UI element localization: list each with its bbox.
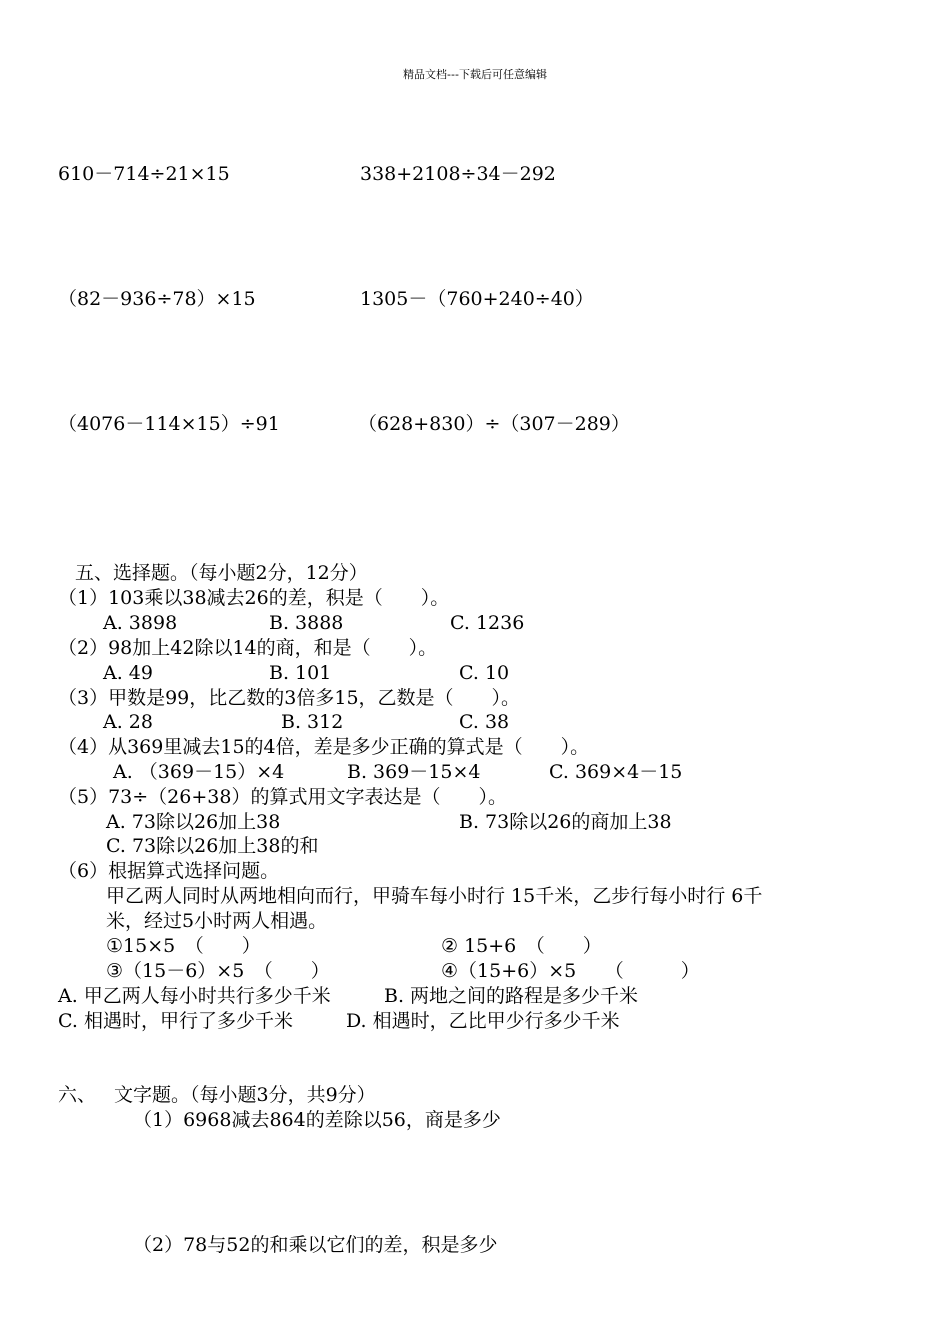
option-c: C. 10	[459, 662, 510, 684]
problem-text: 米，经过5小时两人相遇。	[106, 910, 328, 932]
calc-expression: 338+2108÷34－292	[360, 163, 556, 185]
option-a: A. （369－15）×4	[113, 761, 285, 783]
option-b: B. 312	[281, 711, 344, 733]
option-d: D. 相遇时，乙比甲少行多少千米	[346, 1010, 620, 1032]
calc-expression: （4076－114×15）÷91	[58, 413, 280, 435]
option-c: C. 相遇时，甲行了多少千米	[58, 1010, 293, 1032]
option-b: B. 73除以26的商加上38	[459, 811, 672, 833]
page-header-watermark: 精品文档---下载后可任意编辑	[403, 68, 547, 81]
question-stem: （5）73÷（26+38）的算式用文字表达是（ ）。	[58, 786, 507, 808]
option-b: B. 101	[269, 662, 332, 684]
question-stem: （4）从369里减去15的4倍，差是多少正确的算式是（ ）。	[58, 736, 590, 758]
expression-item: ④（15+6）×5 （ ）	[441, 960, 700, 982]
option-a: A. 73除以26加上38	[106, 811, 281, 833]
option-c: C. 73除以26加上38的和	[106, 835, 319, 857]
question-stem: （1）6968减去864的差除以56，商是多少	[133, 1109, 501, 1131]
problem-text: 甲乙两人同时从两地相向而行，甲骑车每小时行 15千米，乙步行每小时行 6千	[106, 885, 763, 907]
option-a: A. 甲乙两人每小时共行多少千米	[58, 985, 331, 1007]
section-number: 六、	[58, 1084, 97, 1106]
calc-expression: （628+830）÷（307－289）	[358, 413, 630, 435]
option-c: C. 369×4－15	[549, 761, 683, 783]
option-b: B. 369－15×4	[347, 761, 481, 783]
option-c: C. 1236	[450, 612, 525, 634]
calc-expression: 610－714÷21×15	[58, 163, 230, 185]
calc-expression: （82－936÷78）×15	[58, 288, 256, 310]
question-stem: （6）根据算式选择问题。	[58, 860, 280, 882]
calc-expression: 1305－（760+240÷40）	[360, 288, 594, 310]
expression-item: ①15×5 （ ）	[106, 935, 261, 957]
option-b: B. 3888	[269, 612, 344, 634]
option-a: A. 28	[103, 711, 153, 733]
option-b: B. 两地之间的路程是多少千米	[384, 985, 639, 1007]
option-c: C. 38	[459, 711, 510, 733]
question-stem: （1）103乘以38减去26的差，积是（ ）。	[58, 587, 450, 609]
section-title: 文字题。（每小题3分，共9分）	[114, 1084, 376, 1106]
expression-item: ③（15－6）×5 （ ）	[106, 960, 330, 982]
question-stem: （2）98加上42除以14的商，和是（ ）。	[58, 637, 438, 659]
option-a: A. 49	[103, 662, 153, 684]
section-title: 五、选择题。（每小题2分，12分）	[75, 562, 368, 584]
option-a: A. 3898	[103, 612, 178, 634]
expression-item: ② 15+6 （ ）	[441, 935, 602, 957]
question-stem: （3）甲数是99，比乙数的3倍多15，乙数是（ ）。	[58, 687, 521, 709]
question-stem: （2）78与52的和乘以它们的差，积是多少	[133, 1234, 498, 1256]
